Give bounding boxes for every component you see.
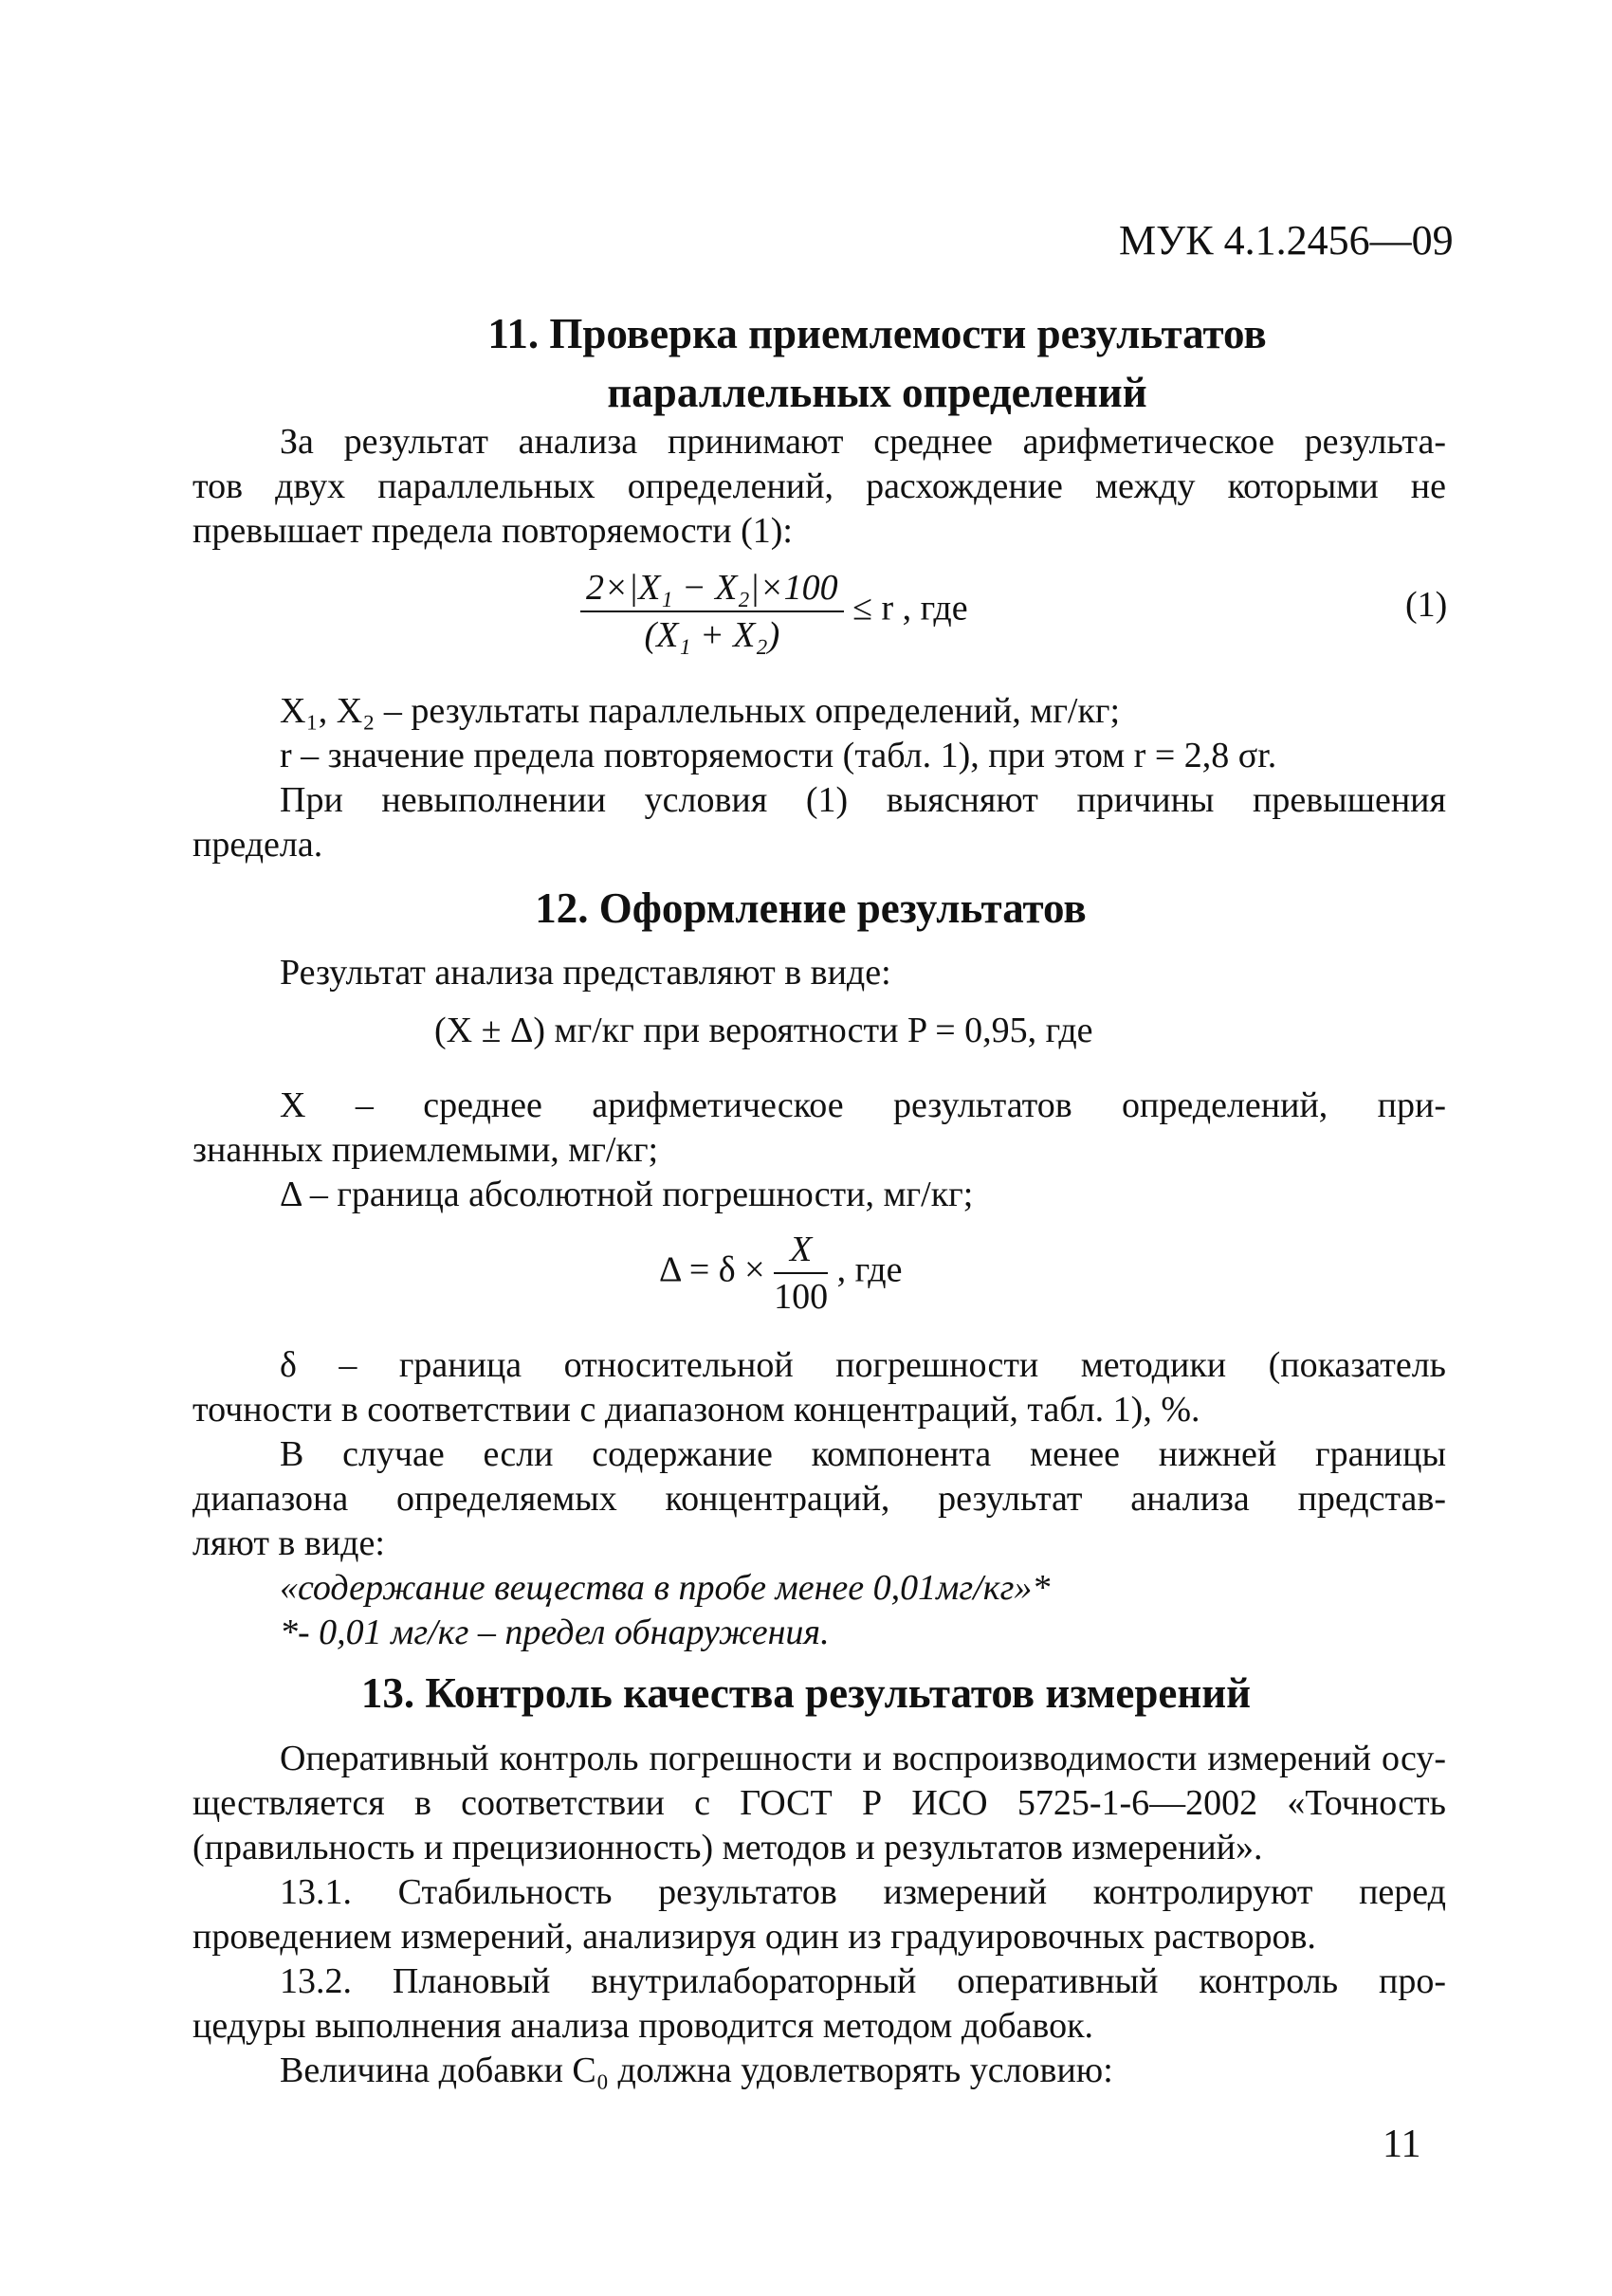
text-line: проведением измерений, анализируя один из градуировочных растворов. [192, 1917, 1316, 1957]
result-form: (X ± Δ) мг/кг при вероятности P = 0,95, где [434, 1011, 1093, 1050]
text-line: ляют в виде: [192, 1523, 385, 1563]
text-line: (правильность и прецизионность) методов и результатов измерений». [192, 1828, 1263, 1868]
text-line: Оперативный контроль погрешности и воспроизводимости измерений осу- [280, 1739, 1446, 1778]
page-number: 11 [1383, 2123, 1421, 2166]
text-line: За результат анализа принимают среднее арифметическое результа- [280, 422, 1446, 462]
italic-note: «содержание вещества в пробе менее 0,01мг/кг»* [280, 1568, 1051, 1608]
text-line: Результат анализа представляют в виде: [280, 953, 891, 993]
formula-1-number: (1) [1405, 585, 1448, 625]
text-line: предела. [192, 825, 323, 865]
text-line: δ – граница относительной погрешности методики (показатель [280, 1345, 1446, 1385]
formula-1-fraction [580, 567, 844, 656]
section-11-title-line2: параллельных определений [607, 369, 1147, 416]
section-12-definitions [192, 1084, 1446, 1217]
section-13-paragraphs [192, 1737, 1446, 2093]
text-line: 13.2. Плановый внутрилабораторный оперативный контроль про- [280, 1961, 1446, 2001]
text-line: В случае если содержание компонента менее нижней границы [280, 1434, 1446, 1474]
text-line: цедуры выполнения анализа проводится методом добавок. [192, 2006, 1094, 2046]
formula-2-fraction [774, 1229, 828, 1318]
definition-x1-x2: X₁, X₂ – результаты параллельных определений, мг/кг; [280, 691, 1121, 731]
section-11-definitions [192, 689, 1446, 867]
text-line: X – среднее арифметическое результатов определений, при- [280, 1085, 1446, 1125]
formula-2-rhs: , где [836, 1249, 903, 1290]
italic-footnote: *- 0,01 мг/кг – предел обнаружения. [280, 1613, 830, 1652]
text-line: Величина добавки C₀ должна удовлетворять условию: [280, 2050, 1113, 2090]
formula-2-denominator: 100 [774, 1277, 829, 1317]
formula-2-numerator: X [774, 1229, 828, 1274]
document-code: МУК 4.1.2456—09 [1119, 217, 1454, 264]
formula-1-numerator: 2×|X₁ − X₂|×100 [580, 567, 844, 612]
text-line: ществляется в соответствии с ГОСТ Р ИСО 5725-1-6—2002 «Точность [192, 1783, 1446, 1823]
formula-2 [659, 1229, 903, 1318]
section-12-intro [192, 951, 1446, 995]
text-line: диапазона определяемых концентраций, результат анализа представ- [192, 1479, 1446, 1519]
section-12-title: 12. Оформление результатов [535, 884, 1087, 932]
definition-r: r – значение предела повторяемости (табл. 1), при этом r = 2,8 σr. [280, 736, 1277, 775]
formula-1 [580, 567, 968, 656]
formula-2-lhs: Δ = δ × [659, 1249, 765, 1290]
text-line: тов двух параллельных определений, расхождение между которыми не [192, 466, 1446, 506]
section-11-title-line1: 11. Проверка приемлемости результатов [487, 310, 1267, 357]
section-12-paragraphs [192, 1343, 1446, 1655]
text-line: 13.1. Стабильность результатов измерений контролируют перед [280, 1872, 1446, 1912]
text-line: превышает предела повторяемости (1): [192, 511, 793, 551]
formula-1-denominator: (X₁ + X₂) [644, 615, 780, 655]
text-line: знанных приемлемыми, мг/кг; [192, 1130, 659, 1170]
text-line: При невыполнении условия (1) выясняют причины превышения [280, 780, 1446, 820]
formula-1-rhs: ≤ r , где [852, 588, 968, 629]
definition-delta: Δ – граница абсолютной погрешности, мг/кг; [280, 1175, 974, 1214]
section-13-title: 13. Контроль качества результатов измерений [360, 1669, 1252, 1717]
section-11-paragraph-1 [192, 420, 1446, 554]
text-line: точности в соответствии с диапазоном концентраций, табл. 1), %. [192, 1390, 1200, 1430]
